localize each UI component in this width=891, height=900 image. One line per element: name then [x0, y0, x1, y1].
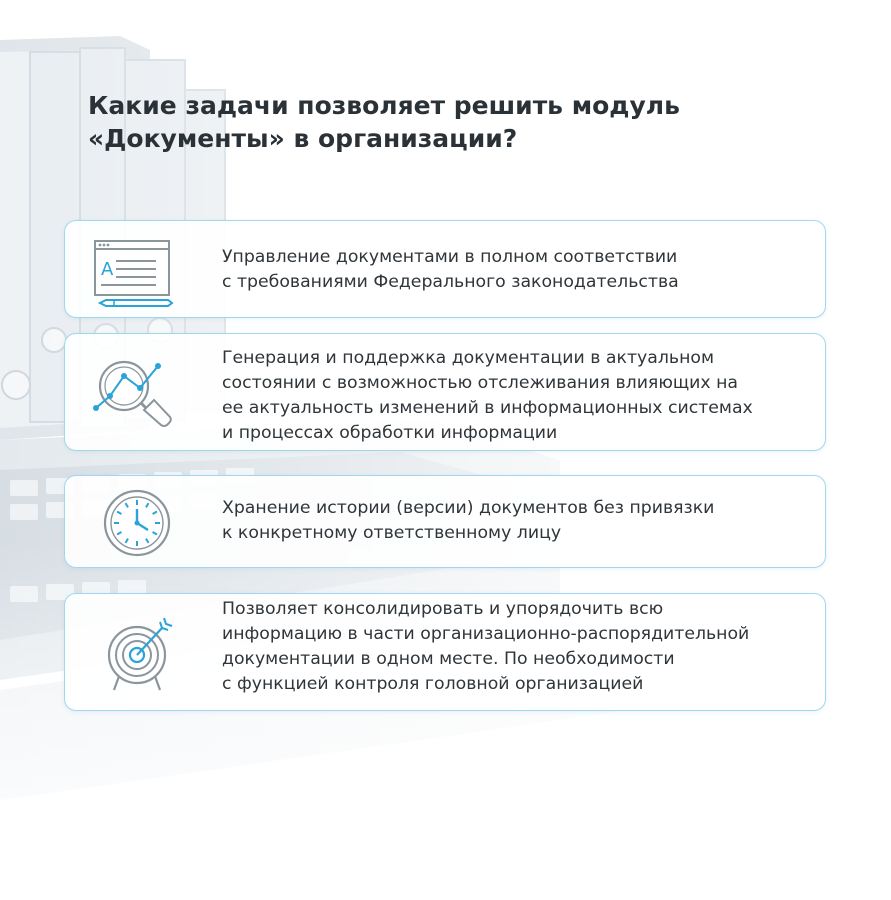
feature-card-consolidation: [64, 593, 826, 711]
feature-text-2-line-2: состоянии с возможностью отслеживания влияющих на: [222, 373, 738, 393]
feature-text-3-line-2: к конкретному ответственному лицу: [222, 523, 562, 543]
magnifier-graph-icon: [92, 348, 182, 438]
feature-text-1: [222, 245, 817, 295]
feature-text-4-line-3: документации в одном месте. По необходимости: [222, 649, 675, 669]
svg-text:A: A: [101, 259, 114, 280]
feature-card-document-management: [64, 220, 826, 318]
feature-text-2-line-3: ее актуальность изменений в информационных системах: [222, 398, 753, 418]
feature-text-4-line-1: Позволяет консолидировать и упорядочить всю: [222, 599, 664, 619]
page-title: [88, 89, 808, 155]
feature-text-1-line-2: с требованиями Федерального законодательства: [222, 272, 679, 292]
target-arrow-icon: [92, 608, 182, 698]
feature-text-2: [222, 346, 817, 446]
title-line-2: «Документы» в организации?: [88, 124, 518, 153]
feature-text-1-line-1: Управление документами в полном соответствии: [222, 247, 678, 267]
feature-card-documentation-generation: [64, 333, 826, 451]
title-line-1: Какие задачи позволяет решить модуль: [88, 91, 680, 120]
feature-text-4-line-2: информацию в части организационно-распорядительной: [222, 624, 750, 644]
feature-card-version-history: [64, 475, 826, 568]
document-pencil-icon: [92, 225, 182, 315]
feature-text-2-line-4: и процессах обработки информации: [222, 423, 558, 443]
clock-icon: [92, 478, 182, 568]
feature-text-4: [222, 597, 817, 697]
feature-text-4-line-4: с функцией контроля головной организацией: [222, 674, 644, 694]
feature-text-3: [222, 496, 817, 546]
feature-text-2-line-1: Генерация и поддержка документации в актуальном: [222, 348, 714, 368]
feature-text-3-line-1: Хранение истории (версии) документов без привязки: [222, 498, 715, 518]
